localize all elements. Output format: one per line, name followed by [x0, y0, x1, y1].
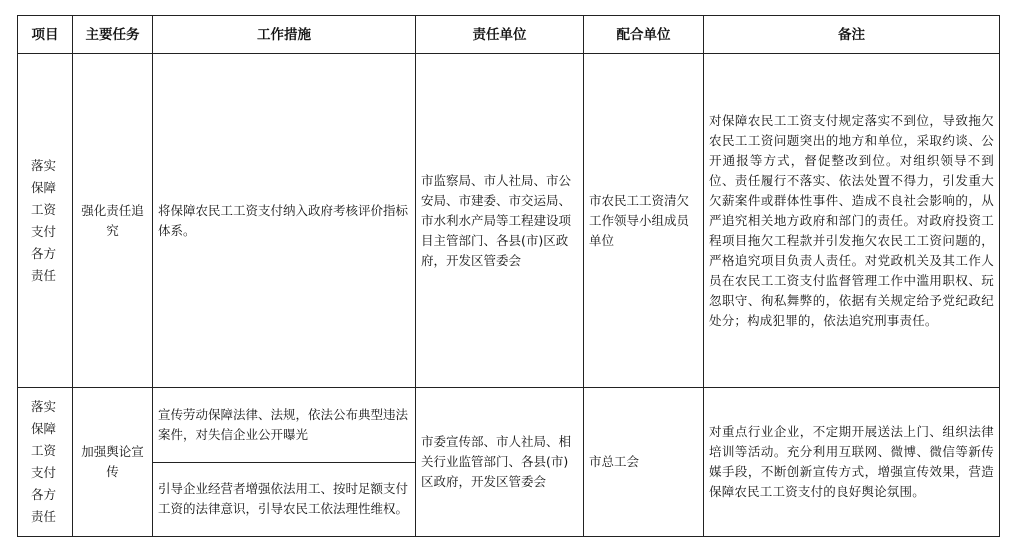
project-text: 落实保障工资支付各方责任 [31, 157, 57, 283]
responsible-cell: 市委宣传部、市人社局、相关行业监管部门、各县(市)区政府，开发区管委会 [416, 388, 584, 537]
header-measures: 工作措施 [153, 16, 416, 54]
header-responsible: 责任单位 [416, 16, 584, 54]
project-cell [18, 54, 73, 388]
notes-cell: 对保障农民工工资支付规定落实不到位，导致拖欠农民工工资问题突出的地方和单位，采取约谈、公开通报等方式，督促整改到位。对组织领导不到位、责任履行不落实、依法处置不得力，引发重大欠薪案件或群体性事件、造成不良社会影响的，从严追究相关地方政府和部门的责任。对政府投资工程项目拖欠工程款并引发拖欠农民工工资问题的，严格追究项目负责人责任。对党政机关及其工作人员在农民工工资支付监督管理工作中滥用职权、玩忽职守、徇私舞弊的，依据有关规定给予党纪政纪处分；构成犯罪的，依法追究刑事责任。 [704, 54, 1000, 388]
measure-cell: 宣传劳动保障法律、法规，依法公布典型违法案件，对失信企业公开曝光 [153, 388, 416, 462]
task-cell: 加强舆论宣传 [73, 388, 153, 537]
cooperating-cell: 市农民工工资清欠工作领导小组成员单位 [584, 54, 704, 388]
measure-cell: 将保障农民工工资支付纳入政府考核评价指标体系。 [153, 54, 416, 388]
measure-cell: 引导企业经营者增强依法用工、按时足额支付工资的法律意识，引导农民工依法理性维权。 [153, 462, 416, 536]
responsible-cell: 市监察局、市人社局、市公安局、市建委、市交运局、市水利水产局等工程建设项目主管部门、各县(市)区政府，开发区管委会 [416, 54, 584, 388]
cooperating-cell: 市总工会 [584, 388, 704, 537]
project-cell [18, 388, 73, 537]
header-cooperating: 配合单位 [584, 16, 704, 54]
task-cell: 强化责任追究 [73, 54, 153, 388]
project-text: 落实保障工资支付各方责任 [31, 399, 57, 525]
table-row [18, 388, 1000, 462]
table-header-row [18, 16, 1000, 54]
header-project: 项目 [18, 16, 73, 54]
header-notes: 备注 [704, 16, 1000, 54]
table-row [18, 54, 1000, 388]
header-task: 主要任务 [73, 16, 153, 54]
notes-cell: 对重点行业企业，不定期开展送法上门、组织法律培训等活动。充分利用互联网、微博、微信等新传媒手段，不断创新宣传方式，增强宣传效果，营造保障农民工工资支付的良好舆论氛围。 [704, 388, 1000, 537]
task-table [17, 15, 1000, 537]
